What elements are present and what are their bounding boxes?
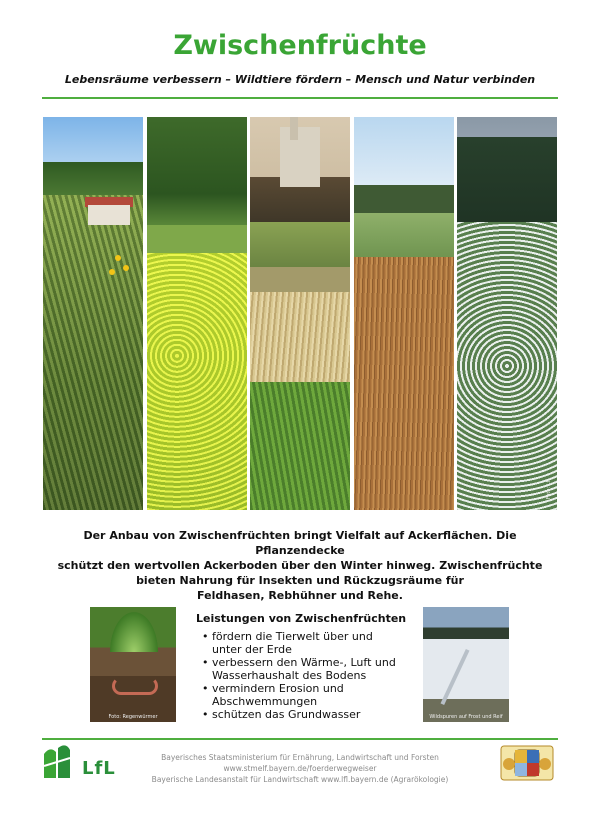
logo-text: LfL	[82, 758, 116, 779]
bavarian-crest-icon	[499, 744, 555, 782]
intro-line: Feldhasen, Rebhühner und Rehe.	[197, 589, 403, 602]
photo-church-field	[250, 117, 350, 510]
intro-text	[40, 528, 560, 603]
photo-frosty-field	[457, 117, 557, 510]
thumb-caption: Wildspuren auf Frost und Reif	[429, 714, 503, 720]
bottom-divider	[42, 738, 558, 740]
list-item: • vermindern Erosion und	[202, 682, 396, 695]
list-item-continuation: Abschwemmungen	[212, 695, 318, 708]
page-subtitle: Lebensräume verbessern – Wildtiere fördern – Mensch und Natur verbinden	[64, 73, 536, 86]
footer-text	[120, 752, 480, 785]
photo-mustard-field	[147, 117, 247, 510]
page-title: Zwischenfrüchte	[173, 30, 427, 61]
top-divider	[42, 97, 558, 99]
list-item: • verbessern den Wärme-, Luft und	[202, 656, 396, 669]
photo-brown-field	[354, 117, 454, 510]
list-item: • fördern die Tierwelt über und	[202, 630, 396, 643]
photo-meadow-barn	[43, 117, 143, 510]
services-title: Leistungen von Zwischenfrüchten	[196, 612, 407, 625]
list-item: • schützen das Grundwasser	[202, 708, 396, 721]
intro-line: bieten Nahrung für Insekten und Rückzugsräume für	[136, 574, 464, 587]
footer-line: Bayerisches Staatsministerium für Ernährung, Landwirtschaft und Forsten	[161, 753, 439, 762]
photo-credit: Foto: LfL	[546, 478, 552, 500]
footer-link[interactable]: www.stmelf.bayern.de/foerderwegweiser	[223, 764, 377, 773]
services-list	[202, 630, 396, 721]
lfl-logo	[42, 744, 122, 784]
footer-line: Bayerische Landesanstalt für Landwirtschaft www.lfl.bayern.de (Agrarökologie)	[151, 775, 449, 784]
list-item-continuation: unter der Erde	[212, 643, 292, 656]
photo-snow-tracks	[423, 607, 509, 722]
intro-line: Der Anbau von Zwischenfrüchten bringt Vielfalt auf Ackerflächen. Die Pflanzendecke	[83, 529, 517, 557]
intro-line: schützt den wertvollen Ackerboden über den Winter hinweg. Zwischenfrüchte	[57, 559, 543, 572]
thumb-caption: Foto: Regenwürmer	[108, 714, 158, 720]
photo-earthworm-roots	[90, 607, 176, 722]
leaf-logo-icon	[42, 744, 72, 780]
list-item-continuation: Wasserhaushalt des Bodens	[212, 669, 367, 682]
